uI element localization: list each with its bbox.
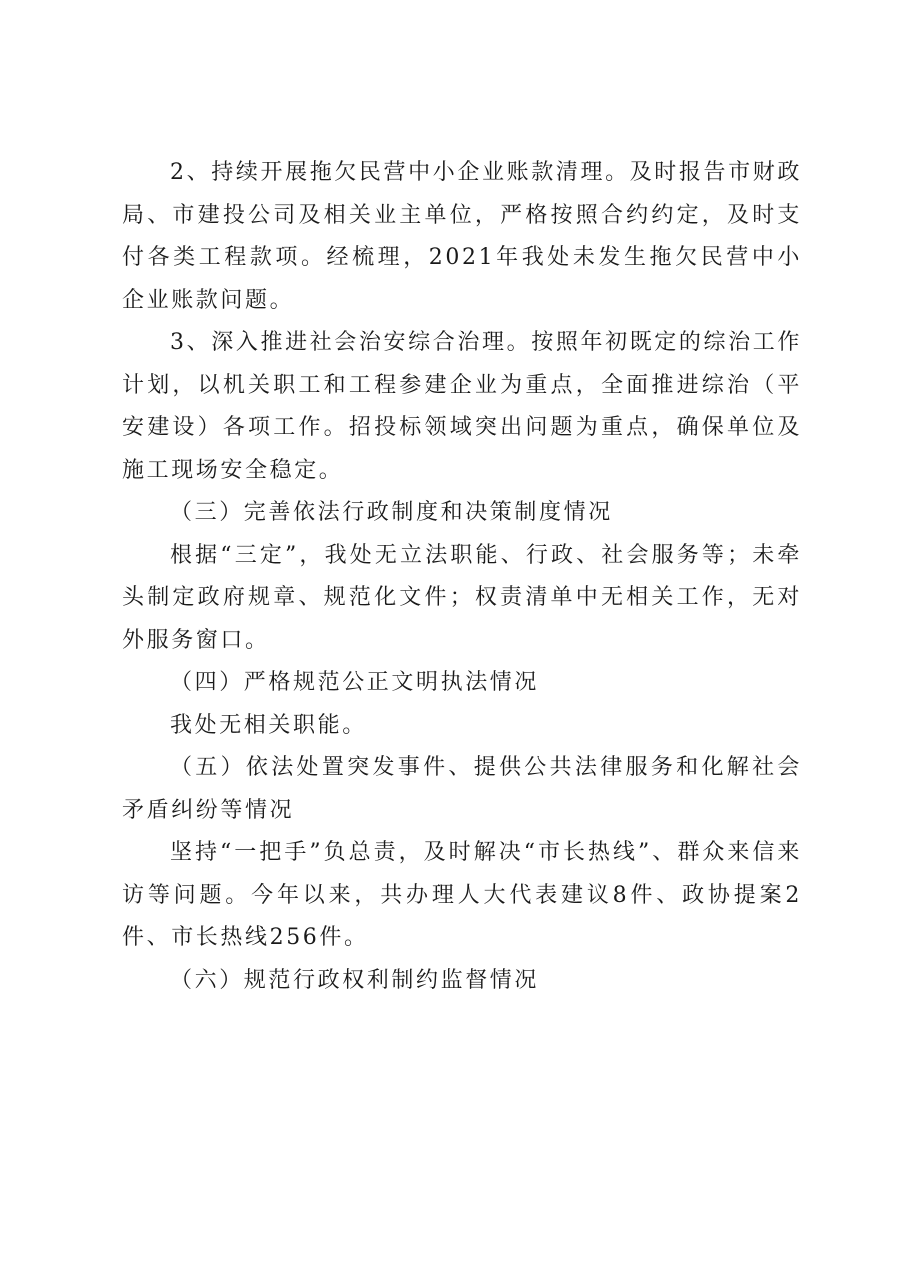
section-heading-3: （三）完善依法行政制度和决策制度情况 xyxy=(170,500,613,525)
section-heading-4: （四）严格规范公正文明执法情况 xyxy=(170,670,540,695)
section-heading-6: （六）规范行政权利制约监督情况 xyxy=(170,967,540,993)
paragraph-three-definitions: 根据“三定”，我处无立法职能、行政、社会服务等；未牵头制定政府规章、规范化文件；权责清单中无相关工作，无对外服务窗口。 xyxy=(122,542,802,653)
paragraph-hotline: 坚持“一把手”负总责，及时解决“市长热线”、群众来信来访等问题。今年以来，共办理人大代表建议8件、政协提案2件、市长热线256件。 xyxy=(122,840,802,950)
document-body xyxy=(122,152,802,1002)
paragraph-social-security: 3、深入推进社会治安综合治理。按照年初既定的综治工作计划，以机关职工和工程参建企业为重点，全面推进综治（平安建设）各项工作。招投标领域突出问题为重点，确保单位及施工现场安全稳定。 xyxy=(122,330,802,483)
paragraph-arrears-clearance: 2、持续开展拖欠民营中小企业账款清理。及时报告市财政局、市建投公司及相关业主单位，严格按照合约约定，及时支付各类工程款项。经梳理，2021年我处未发生拖欠民营中小企业账款问题。 xyxy=(122,160,802,313)
paragraph-no-function: 我处无相关职能。 xyxy=(170,712,367,738)
section-heading-5: （五）依法处置突发事件、提供公共法律服务和化解社会矛盾纠纷等情况 xyxy=(122,755,802,823)
